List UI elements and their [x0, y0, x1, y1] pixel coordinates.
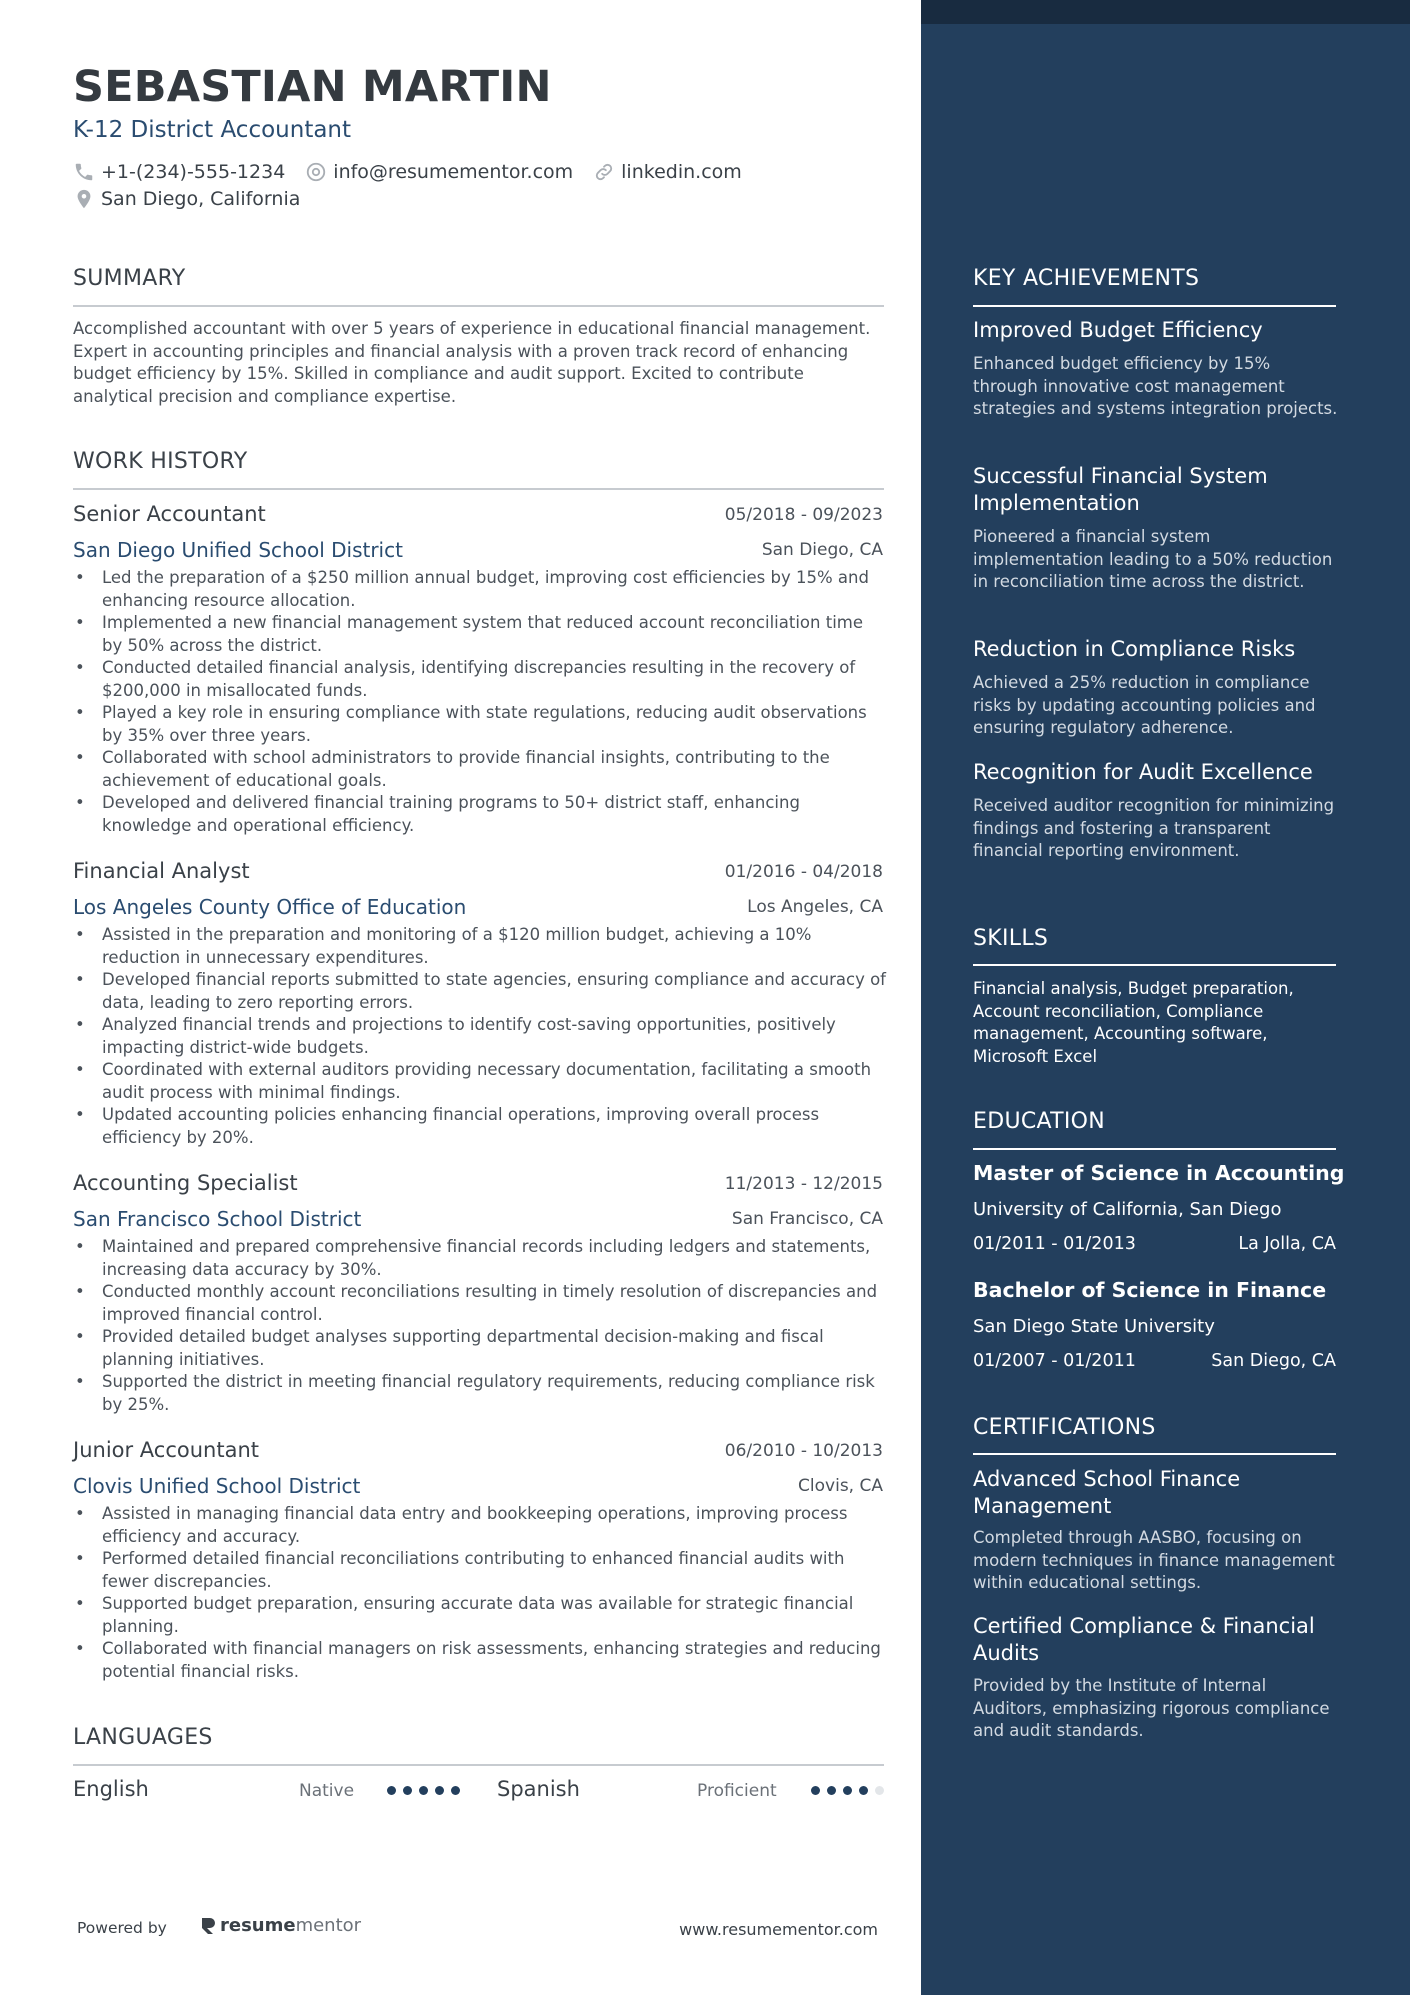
certification-title: Certified Compliance & Financial Audits — [973, 1614, 1315, 1665]
education-dates: 01/2011 - 01/2013 — [973, 1234, 1136, 1254]
job-dates: 05/2018 - 09/2023 — [724, 505, 883, 525]
sidebar-top-bar — [921, 0, 1410, 24]
rating-dot-filled — [451, 1786, 460, 1795]
email-text: info@resumementor.com — [333, 161, 574, 183]
certification-text: Provided by the Institute of Internal Auditors, emphasizing rigorous compliance and audit standards. — [973, 1676, 1330, 1740]
rating-dot-filled — [843, 1786, 852, 1795]
achievements-divider — [973, 305, 1336, 307]
job-bullet: • Provided detailed budget analyses supporting departmental decision-making and fiscal planning initiatives. — [73, 1326, 888, 1371]
achievement-title: Successful Financial System Implementation — [973, 464, 1268, 515]
job-bullet: • Conducted monthly account reconciliations resulting in timely resolution of discrepancies and improved financial control. — [73, 1281, 888, 1326]
job-bullets — [73, 1236, 888, 1416]
education-location: San Diego, CA — [1211, 1351, 1336, 1371]
language-name: Spanish — [497, 1777, 580, 1801]
job-bullets — [73, 1503, 888, 1683]
certifications-heading: CERTIFICATIONS — [973, 1415, 1156, 1440]
job-bullet: • Performed detailed financial reconciliations contributing to enhanced financial audits with fewer discrepancies. — [73, 1548, 888, 1593]
job-company: San Francisco School District — [73, 1207, 362, 1231]
job-dates: 11/2013 - 12/2015 — [724, 1174, 883, 1194]
phone-icon — [73, 161, 95, 183]
rating-dot-filled — [859, 1786, 868, 1795]
contact-email[interactable] — [305, 161, 573, 183]
contact-row — [73, 161, 762, 183]
contact-linkedin[interactable] — [593, 161, 742, 183]
achievement-title: Reduction in Compliance Risks — [973, 637, 1296, 661]
job-bullets — [73, 567, 888, 837]
job-bullet: • Developed and delivered financial training programs to 50+ district staff, enhancing knowledge and operational efficiency. — [73, 792, 888, 837]
link-icon — [593, 161, 615, 183]
language-rating — [387, 1786, 467, 1795]
rating-dot-filled — [435, 1786, 444, 1795]
location-pin-icon — [73, 188, 95, 210]
linkedin-text: linkedin.com — [621, 161, 742, 183]
rating-dot-filled — [403, 1786, 412, 1795]
candidate-name: SEBASTIAN MARTIN — [73, 62, 552, 112]
rating-dot-filled — [827, 1786, 836, 1795]
skills-divider — [973, 964, 1336, 966]
job-dates: 01/2016 - 04/2018 — [724, 862, 883, 882]
work-history-heading: WORK HISTORY — [73, 449, 248, 474]
phone-text: +1-(234)-555-1234 — [101, 161, 286, 183]
job-bullet: • Updated accounting policies enhancing financial operations, improving overall process efficiency by 20%. — [73, 1104, 888, 1149]
job-title: Senior Accountant — [73, 502, 266, 526]
job-bullet: • Collaborated with financial managers on risk assessments, enhancing strategies and reducing potential financial risks. — [73, 1638, 888, 1683]
job-location: San Francisco, CA — [731, 1209, 883, 1229]
job-bullet: • Coordinated with external auditors providing necessary documentation, facilitating a smooth audit process with minimal findings. — [73, 1059, 888, 1104]
job-bullet: • Conducted detailed financial analysis, identifying discrepancies resulting in the recovery of $200,000 in misallocated funds. — [73, 657, 888, 702]
languages-heading: LANGUAGES — [73, 1725, 213, 1750]
job-title: Junior Accountant — [73, 1438, 260, 1462]
job-location: Clovis, CA — [798, 1476, 883, 1496]
education-school: University of California, San Diego — [973, 1199, 1282, 1220]
location-text: San Diego, California — [101, 188, 301, 210]
job-bullet: • Maintained and prepared comprehensive financial records including ledgers and statements, increasing data accuracy by 30%. — [73, 1236, 888, 1281]
summary-heading: SUMMARY — [73, 266, 186, 291]
summary-text: Accomplished accountant with over 5 years of experience in educational financial management. Expert in accounting principles and financial analysis with a proven track record of enhancing budget efficiency by 15%. Skilled in compliance and audit support. Excited to contribute analytical precision and compliance expertise. — [73, 319, 871, 406]
education-divider — [973, 1148, 1336, 1150]
education-school: San Diego State University — [973, 1316, 1215, 1337]
job-bullet: • Developed financial reports submitted to state agencies, ensuring compliance and accuracy of data, leading to zero reporting errors. — [73, 969, 888, 1014]
summary-divider — [73, 305, 884, 307]
job-location: San Diego, CA — [761, 540, 883, 560]
resumementor-logo[interactable] — [199, 1915, 361, 1936]
job-location: Los Angeles, CA — [747, 897, 883, 917]
rating-dot-filled — [811, 1786, 820, 1795]
job-dates: 06/2010 - 10/2013 — [724, 1441, 883, 1461]
job-company: Clovis Unified School District — [73, 1474, 361, 1498]
language-level: Native — [299, 1781, 355, 1801]
job-bullet: • Implemented a new financial management system that reduced account reconciliation time by 50% across the district. — [73, 612, 888, 657]
language-level: Proficient — [697, 1781, 777, 1801]
work-history-divider — [73, 488, 884, 490]
powered-by-label: Powered by — [77, 1919, 167, 1937]
contact-location — [73, 188, 300, 210]
job-title: Financial Analyst — [73, 859, 250, 883]
job-bullet: • Assisted in the preparation and monitoring of a $120 million budget, achieving a 10% reduction in unnecessary expenditures. — [73, 924, 888, 969]
achievement-text: Received auditor recognition for minimizing findings and fostering a transparent financial reporting environment. — [973, 796, 1335, 860]
achievement-text: Pioneered a financial system implementation leading to a 50% reduction in reconciliation time across the district. — [973, 527, 1333, 591]
language-rating — [811, 1786, 891, 1795]
education-location: La Jolla, CA — [1238, 1234, 1336, 1254]
certification-title: Advanced School Finance Management — [973, 1467, 1241, 1518]
contact-phone[interactable] — [73, 161, 285, 183]
education-heading: EDUCATION — [973, 1109, 1106, 1134]
rating-dot-empty — [875, 1786, 884, 1795]
achievement-text: Achieved a 25% reduction in compliance risks by updating accounting policies and ensuring regulatory adherence. — [973, 673, 1316, 737]
at-icon — [305, 161, 327, 183]
achievement-title: Improved Budget Efficiency — [973, 318, 1263, 342]
job-company: Los Angeles County Office of Education — [73, 895, 467, 919]
job-bullets — [73, 924, 888, 1149]
education-degree: Bachelor of Science in Finance — [973, 1278, 1327, 1302]
job-company: San Diego Unified School District — [73, 538, 403, 562]
job-bullet: • Analyzed financial trends and projections to identify cost-saving opportunities, positively impacting district-wide budgets. — [73, 1014, 888, 1059]
education-degree: Master of Science in Accounting — [973, 1161, 1345, 1185]
job-title: Accounting Specialist — [73, 1171, 298, 1195]
achievement-text: Enhanced budget efficiency by 15% through innovative cost management strategies and systems integration projects. — [973, 354, 1338, 418]
resumementor-logo-icon — [199, 1916, 217, 1936]
logo-text-bold: resume — [220, 1915, 296, 1936]
job-bullet: • Supported the district in meeting financial regulatory requirements, reducing compliance risk by 25%. — [73, 1371, 888, 1416]
job-bullet: • Assisted in managing financial data entry and bookkeeping operations, improving process efficiency and accuracy. — [73, 1503, 888, 1548]
education-dates: 01/2007 - 01/2011 — [973, 1351, 1136, 1371]
logo-text-light: mentor — [295, 1915, 362, 1936]
job-bullet: • Played a key role in ensuring compliance with state regulations, reducing audit observations by 35% over three years. — [73, 702, 888, 747]
rating-dot-filled — [419, 1786, 428, 1795]
job-bullet: • Supported budget preparation, ensuring accurate data was available for strategic financial planning. — [73, 1593, 888, 1638]
certifications-divider — [973, 1453, 1336, 1455]
footer-url[interactable]: www.resumementor.com — [679, 1920, 878, 1939]
skills-heading: SKILLS — [973, 926, 1049, 951]
languages-divider — [73, 1764, 884, 1766]
achievements-heading: KEY ACHIEVEMENTS — [973, 266, 1200, 291]
location-row — [73, 188, 320, 210]
job-bullet: • Collaborated with school administrators to provide financial insights, contributing to the achievement of educational goals. — [73, 747, 888, 792]
job-bullet: • Led the preparation of a $250 million annual budget, improving cost efficiencies by 15% and enhancing resource allocation. — [73, 567, 888, 612]
rating-dot-filled — [387, 1786, 396, 1795]
language-name: English — [73, 1777, 149, 1801]
candidate-title: K-12 District Accountant — [73, 117, 352, 143]
achievement-title: Recognition for Audit Excellence — [973, 760, 1313, 784]
skills-list: Financial analysis, Budget preparation, Account reconciliation, Compliance management, Accounting software, Microsoft Excel — [973, 979, 1294, 1066]
certification-text: Completed through AASBO, focusing on modern techniques in finance management within educational settings. — [973, 1528, 1335, 1592]
